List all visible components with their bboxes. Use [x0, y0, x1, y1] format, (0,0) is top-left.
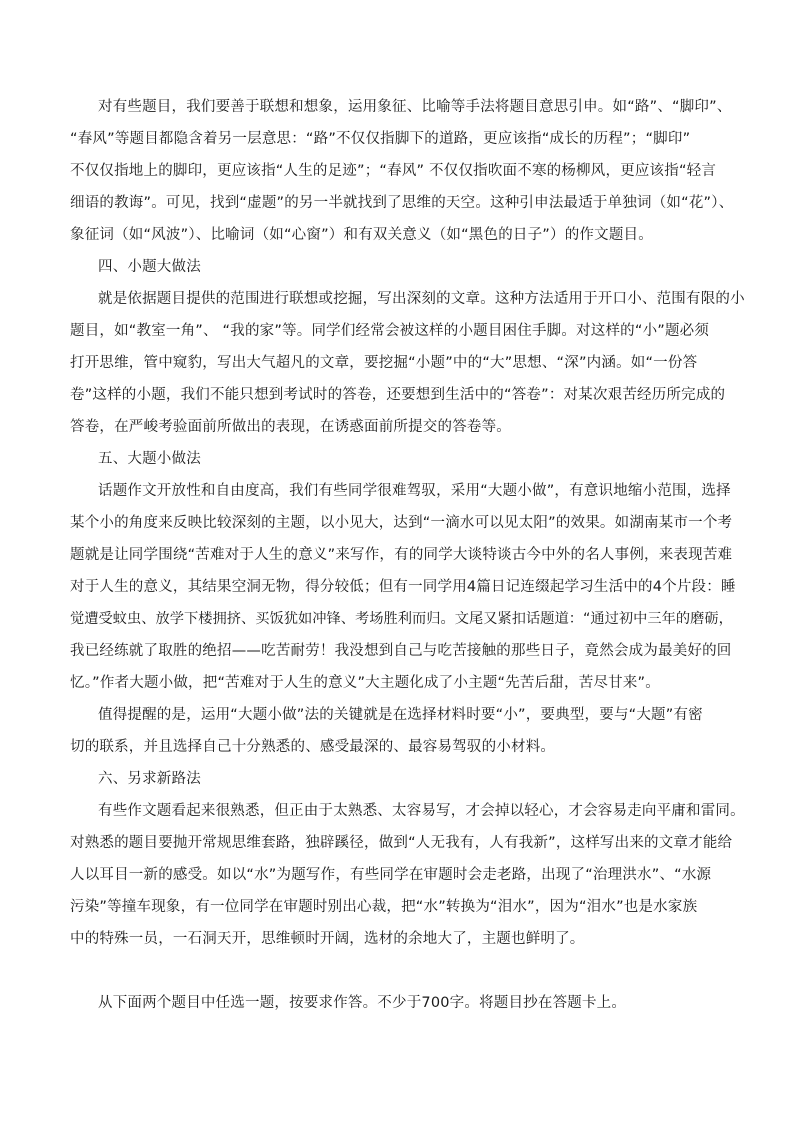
section-heading: 六、另求新路法 [98, 771, 201, 787]
paragraph-line: “春风”等题目都隐含着另一层意思：“路”不仅仅指脚下的道路，更应该指“成长的历程”；“脚印” [70, 131, 691, 147]
paragraph-line: 中的特殊一员，一石洞天开，思维顿时开阔，选材的余地大了，主题也鲜明了。 [70, 931, 585, 947]
paragraph-line: 我已经练就了取胜的绝招——吃苦耐劳！我没想到自己与吃苦接触的那些日子，竟然会成为最美好的回 [70, 643, 732, 659]
paragraph-line: 人以耳目一新的感受。如以“水”为题写作，有些同学在审题时会走老路，出现了“治理洪水”、“水源 [70, 867, 712, 883]
paragraph-line: 题就是让同学围绕“苦难对于人生的意义”来写作，有的同学大谈特谈古今中外的名人事例，来表现苦难 [70, 547, 733, 563]
paragraph-line: 打开思维，管中窥豹，写出大气超凡的文章，要挖掘“小题”中的“大”思想、“深”内涵。如“一份答 [70, 355, 698, 371]
paragraph-line: 答卷，在严峻考验面前所做出的表现，在诱惑面前所提交的答卷等。 [70, 419, 511, 435]
paragraph-line: 污染”等撞车现象，有一位同学在审题时别出心裁，把“水”转换为“泪水”，因为“泪水”也是水家族 [70, 899, 698, 915]
paragraph-line: 对有些题目，我们要善于联想和想象，运用象征、比喻等手法将题目意思引申。如“路”、“脚印”、 [98, 99, 732, 115]
paragraph-line: 忆。”作者大题小做，把“苦难对于人生的意义”大主题化成了小主题“先苦后甜，苦尽甘来”。 [70, 675, 660, 691]
paragraph-line: 切的联系，并且选择自己十分熟悉的、感受最深的、最容易驾驭的小材料。 [70, 739, 556, 755]
paragraph-line: 不仅仅指地上的脚印，更应该指“人生的足迹”；“春风” 不仅仅指吹面不寒的杨柳风，更应该指“轻言 [70, 163, 717, 179]
paragraph-line: 对于人生的意义，其结果空洞无物，得分较低；但有一同学用4篇日记连缀起学习生活中的4个片段：睡 [70, 579, 736, 595]
paragraph-line: 觉遭受蚊虫、放学下楼拥挤、买饭犹如冲锋、考场胜利而归。文尾又紧扣话题道：“通过初中三年的磨砺， [70, 611, 733, 627]
paragraph-line: 题目，如“教室一角”、 “我的家”等。同学们经常会被这样的小题目困住手脚。对这样的“小”题必须 [70, 323, 710, 339]
section-heading: 四、小题大做法 [98, 259, 201, 275]
paragraph-line: 卷”这样的小题，我们不能只想到考试时的答卷，还要想到生活中的“答卷”：对某次艰苦经历所完成的 [70, 387, 726, 403]
instruction-line: 从下面两个题目中任选一题，按要求作答。不少于700字。将题目抄在答题卡上。 [98, 995, 627, 1011]
paragraph-line: 对熟悉的题目要抛开常规思维套路，独辟蹊径，做到“人无我有，人有我新”，这样写出来的文章才能给 [70, 835, 733, 851]
paragraph-line: 细语的教诲”。可见，找到“虚题”的另一半就找到了思维的天空。这种引申法最适于单独词（如“花”）、 [70, 195, 734, 211]
paragraph-line: 话题作文开放性和自由度高，我们有些同学很难驾驭，采用“大题小做”，有意识地缩小范围，选择 [98, 483, 731, 499]
paragraph-line: 象征词（如“风波”）、比喻词（如“心窗”）和有双关意义（如“黑色的日子”）的作文题目。 [70, 227, 653, 243]
paragraph-line: 某个小的角度来反映比较深刻的主题，以小见大，达到“一滴水可以见太阳”的效果。如湖南某市一个考 [70, 515, 733, 531]
paragraph-line: 有些作文题看起来很熟悉，但正由于太熟悉、太容易写，才会掉以轻心，才会容易走向平庸和雷同。 [98, 803, 745, 819]
paragraph-line: 就是依据题目提供的范围进行联想或挖掘，写出深刻的文章。这种方法适用于开口小、范围有限的小 [98, 291, 745, 307]
section-heading: 五、大题小做法 [98, 451, 201, 467]
paragraph-line: 值得提醒的是，运用“大题小做”法的关键就是在选择材料时要“小”，要典型，要与“大题”有密 [98, 707, 703, 723]
